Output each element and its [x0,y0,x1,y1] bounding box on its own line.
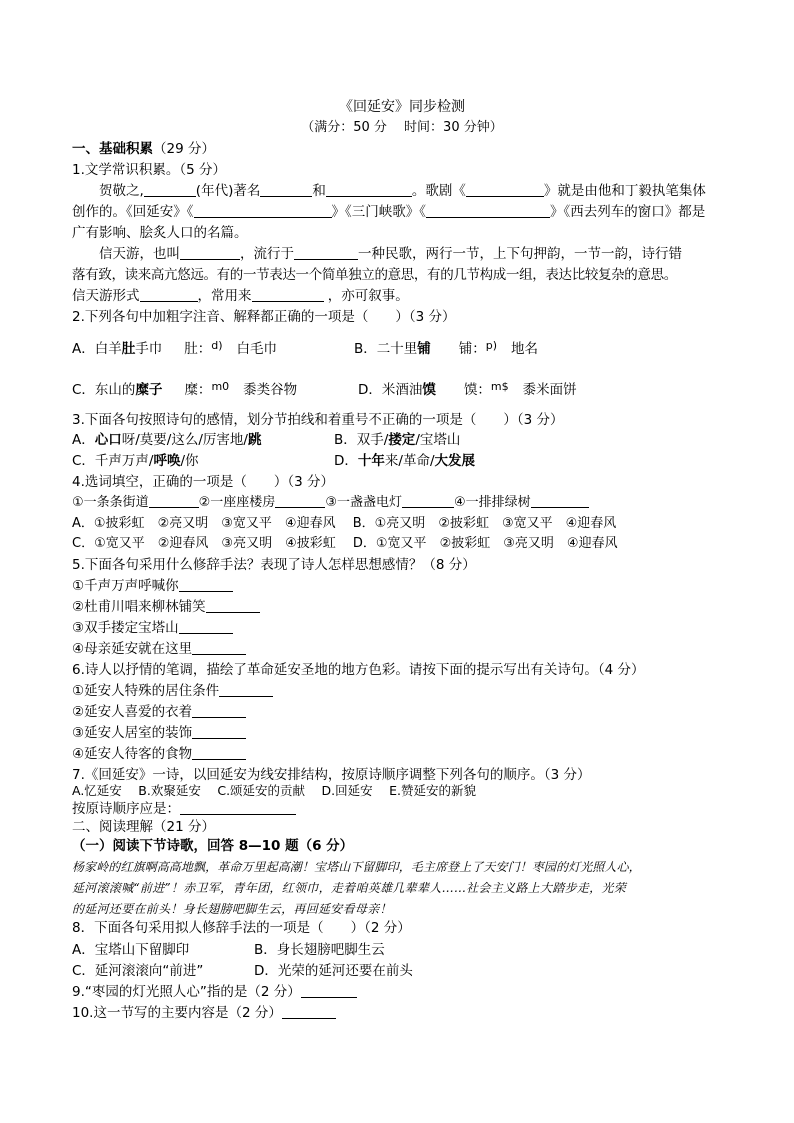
answer-blank[interactable] [192,745,246,760]
q8-option-a[interactable]: A．宝塔山下留脚印 [72,942,190,958]
q4-option-c[interactable]: C．①宽又平 ②迎春风 ③亮又明 ④披彩虹 [72,536,336,551]
answer-blank[interactable] [149,493,199,508]
answer-blank[interactable] [301,983,357,998]
question-7-stem: 7.《回延安》一诗，以回延安为线安排结构，按原诗顺序调整下列各句的顺序。（3 分） [72,767,591,783]
page-subtitle: （满分：50 分 时间：30 分钟） [301,120,503,135]
q7-options: A.忆延安 B.欢聚延安 C.颂延安的贡献 D.回延安 E.赞延安的新貌 [72,783,476,798]
q6-item: ④延安人待客的食物 [72,744,246,764]
part-1-heading: （一）阅读下节诗歌，回答 8—10 题（6 分） [72,838,354,854]
q8-option-d[interactable]: D．光荣的延河还要在前头 [254,963,413,979]
q2-option-c[interactable]: C．东山的糜子 糜：$^{m0}$ 黍类谷物 [72,380,298,398]
poem-line: 杨家岭的红旗啊高高地飘，革命万里起高潮！宝塔山下留脚印，毛主席登上了天安门！枣园的灯光照人心， [72,860,641,874]
q8-option-c[interactable]: C．延河滚滚向“前进” [72,963,204,979]
q7-answer: 按原诗顺序应是： [72,799,296,819]
q6-item: ①延安人特殊的居住条件 [72,681,273,701]
answer-blank[interactable] [260,182,312,197]
question-6-stem: 6.诗人以抒情的笔调，描绘了革命延安圣地的地方色彩。请按下面的提示写出有关诗句。（4 分） [72,662,645,678]
answer-blank[interactable] [194,203,332,218]
question-2-stem: 2.下列各句中加粗字注音、解释都正确的一项是（ ）（3 分） [72,309,456,325]
answer-blank[interactable] [192,724,246,739]
answer-blank[interactable] [402,493,454,508]
question-3-stem: 3.下面各句按照诗句的感情，划分节拍线和着重号不正确的一项是（ ）（3 分） [72,412,564,428]
answer-blank[interactable] [179,619,233,634]
q4-option-d[interactable]: D．①宽又平 ②披彩虹 ③亮又明 ④迎春风 [352,536,618,551]
question-9: 9.“枣园的灯光照人心”指的是（2 分） [72,982,357,1002]
answer-blank[interactable] [282,1004,336,1019]
q1-paragraph-line-6: 信天游形式 ，常用来 ，亦可叙事。 [72,288,409,304]
question-5-stem: 5.下面各句采用什么修辞手法？表现了诗人怎样思想感情？（8 分） [72,557,476,573]
q3-option-d[interactable]: D．十年来/革命/大发展 [334,453,476,469]
q5-item: ④母亲延安就在这里 [72,639,246,659]
q4-options-row-1 [72,514,616,534]
q4-items: ①一条条街道 ②一座座楼房 ③一盏盏电灯 ④一排排绿树 [72,493,589,513]
q5-item: ②杜甫川唱来柳林铺笑 [72,597,260,617]
page-title: 《回延安》同步检测 [339,99,465,115]
section-heading-1: 一、基础积累（29 分） [72,141,215,157]
q3-option-c[interactable]: C．千声万声/呼唤/你 [72,453,199,469]
q6-item: ②延安人喜爱的衣着 [72,702,246,722]
answer-blank[interactable] [252,287,324,302]
answer-blank[interactable] [531,493,589,508]
section-heading-2: 二、阅读理解（21 分） [72,819,215,835]
question-4-stem: 4.选词填空，正确的一项是（ ）（3 分） [72,474,335,490]
answer-blank[interactable] [326,182,412,197]
q3-option-a[interactable]: A．心口呀/莫要/这么/厉害地/跳 [72,432,262,448]
answer-blank[interactable] [466,182,544,197]
q1-paragraph-line-3: 广有影响、脍炙人口的名篇。 [72,225,248,241]
answer-blank[interactable] [294,245,358,260]
answer-blank[interactable] [180,245,240,260]
q3-option-b[interactable]: B．双手/搂定/宝塔山 [334,432,461,448]
q8-option-b[interactable]: B．身长翅膀吧脚生云 [254,942,385,958]
q6-item: ③延安人居室的装饰 [72,723,246,743]
answer-blank[interactable] [426,203,550,218]
answer-blank[interactable] [179,577,233,592]
answer-blank[interactable] [180,800,296,815]
answer-blank[interactable] [140,287,198,302]
q5-item: ①千声万声呼喊你 [72,576,233,596]
question-1-stem: 1.文学常识积累。（5 分） [72,162,227,178]
poem-line: 的延河还要在前头！身长翅膀吧脚生云，再回延安看母亲！ [72,902,392,916]
answer-blank[interactable] [192,640,246,655]
q2-option-b[interactable]: B．二十里铺 铺：$^{p)}$ 地名 [354,339,539,357]
q1-paragraph-line-1: 贺敬之, (年代)著名 和 。歌剧《 》就是由他和丁毅执笔集体 [99,183,706,199]
q5-item: ③双手搂定宝塔山 [72,618,233,638]
q2-option-d[interactable]: D．米酒油馍 馍：$^{m\$}$ 黍米面饼 [358,380,577,398]
q2-option-a[interactable]: A．白羊肚手巾 肚：$^{d)}$ 白毛巾 [72,339,278,357]
q4-options-row-2 [72,534,618,554]
q1-paragraph-line-5: 落有致，读来高亢悠远。有的一节表达一个简单独立的意思，有的几节构成一组，表达比较复杂的意思。 [72,267,677,283]
q1-paragraph-line-4: 信天游，也叫 ，流行于 一种民歌，两行一节，上下句押韵，一节一韵，诗行错 [99,246,682,262]
answer-blank[interactable] [275,493,325,508]
answer-blank[interactable] [219,682,273,697]
question-8-stem: 8．下面各句采用拟人修辞手法的一项是（ ）（2 分） [72,920,411,936]
q4-option-b[interactable]: B．①亮又明 ②披彩虹 ③宽又平 ④迎春风 [352,516,617,531]
answer-blank[interactable] [144,182,196,197]
q1-paragraph-line-2: 创作的。《回延安》《 》《三门峡歌》《 》《西去列车的窗口》都是 [72,204,706,220]
answer-blank[interactable] [192,703,246,718]
poem-line: 延河滚滚喊“前进”！赤卫军，青年团，红领巾，走着咱英雄几辈辈人……社会主义路上大踏步走，光荣 [72,881,627,895]
q4-option-a[interactable]: A．①披彩虹 ②亮又明 ③宽又平 ④迎春风 [72,516,336,531]
question-10: 10.这一节写的主要内容是（2 分） [72,1003,336,1023]
answer-blank[interactable] [206,598,260,613]
